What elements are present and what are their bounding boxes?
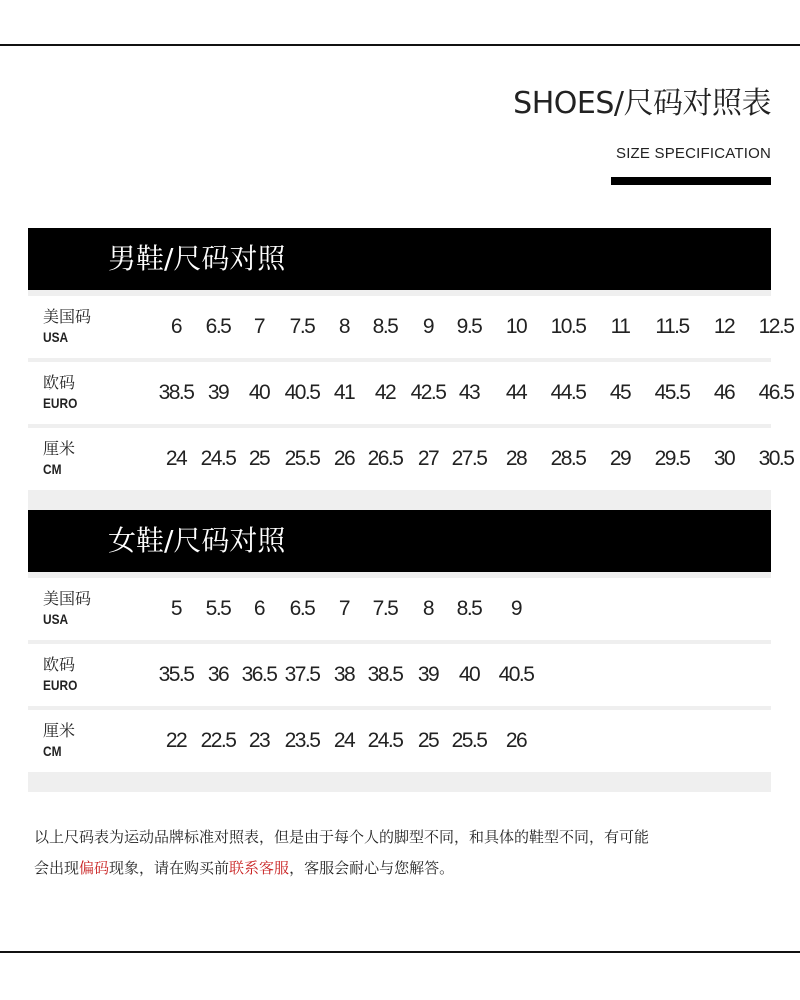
women-table-footer [28, 772, 771, 792]
size-cell: 40 [248, 381, 270, 404]
size-cell: 41 [333, 381, 355, 404]
row-cells [124, 362, 794, 424]
row-label-en: EURO [43, 395, 78, 411]
note-text: 会出现 [34, 859, 80, 877]
size-cell: 46 [713, 381, 735, 404]
row-label [28, 439, 124, 479]
row-label-en: CM [43, 461, 62, 477]
size-cell: 6.5 [205, 315, 231, 338]
row-cells [124, 644, 771, 706]
row-cells [124, 578, 771, 640]
size-cell: 6 [170, 315, 182, 338]
women-row-usa [28, 572, 771, 640]
size-cell: 23.5 [284, 729, 320, 752]
men-size-table [28, 228, 794, 510]
women-row-euro [28, 640, 771, 706]
size-cell: 12 [713, 315, 735, 338]
size-cell: 29.5 [654, 447, 690, 470]
size-cell: 30.5 [758, 447, 794, 470]
men-row-usa [28, 290, 794, 358]
note-highlight-contact-service: 联系客服 [229, 859, 290, 877]
size-cell: 9 [510, 597, 522, 620]
men-table-footer [28, 490, 771, 510]
size-cell: 7 [338, 597, 350, 620]
title-block [513, 86, 771, 162]
row-label [28, 307, 124, 347]
men-row-cm [28, 424, 794, 490]
row-cells [124, 428, 794, 490]
size-cell: 42.5 [410, 381, 446, 404]
size-note [34, 822, 774, 884]
size-cell: 7.5 [372, 597, 398, 620]
size-cell: 38.5 [158, 381, 194, 404]
size-cell: 25 [417, 729, 439, 752]
size-cell: 43 [458, 381, 480, 404]
size-cell: 7.5 [289, 315, 315, 338]
page-title: SHOES/尺码对照表 [513, 86, 771, 121]
size-cell: 22.5 [200, 729, 236, 752]
size-cell: 25.5 [451, 729, 487, 752]
size-cell: 37.5 [284, 663, 320, 686]
note-text: 现象，请在购买前 [109, 859, 230, 877]
size-cell: 36.5 [241, 663, 277, 686]
row-label-en: EURO [43, 677, 78, 693]
row-label-cn: 美国码 [43, 307, 92, 326]
size-cell: 40.5 [284, 381, 320, 404]
size-cell: 5 [170, 597, 182, 620]
row-label [28, 589, 124, 629]
size-cell: 8.5 [372, 315, 398, 338]
size-cell: 25 [248, 447, 270, 470]
row-label-cn: 厘米 [43, 721, 76, 740]
note-highlight-size-deviation: 偏码 [79, 859, 110, 877]
row-label-cn: 美国码 [43, 589, 92, 608]
size-cell: 26 [505, 729, 527, 752]
size-cell: 8 [338, 315, 350, 338]
row-label-en: USA [43, 329, 69, 345]
size-cell: 38.5 [367, 663, 403, 686]
top-divider [0, 44, 800, 46]
note-line-2 [34, 853, 774, 884]
size-cell: 30 [713, 447, 735, 470]
row-label-en: CM [43, 743, 62, 759]
size-cell: 6 [253, 597, 265, 620]
women-row-cm [28, 706, 771, 772]
page-subtitle: SIZE SPECIFICATION [615, 145, 771, 162]
size-cell: 29 [609, 447, 631, 470]
row-label-cn: 欧码 [43, 655, 76, 674]
size-cell: 26.5 [367, 447, 403, 470]
size-cell: 46.5 [758, 381, 794, 404]
size-cell: 6.5 [289, 597, 315, 620]
row-cells [124, 710, 771, 772]
size-cell: 38 [333, 663, 355, 686]
row-label-cn: 欧码 [43, 373, 76, 392]
size-cell: 8 [422, 597, 434, 620]
size-cell: 40 [458, 663, 480, 686]
size-cell: 27 [417, 447, 439, 470]
size-cell: 42 [374, 381, 396, 404]
row-label-en: USA [43, 611, 69, 627]
size-cell: 44 [505, 381, 527, 404]
bottom-divider [0, 951, 800, 953]
size-cell: 23 [248, 729, 270, 752]
size-cell: 8.5 [456, 597, 482, 620]
size-cell: 10 [505, 315, 527, 338]
size-cell: 26 [333, 447, 355, 470]
size-cell: 24.5 [367, 729, 403, 752]
size-cell: 27.5 [451, 447, 487, 470]
note-line-1: 以上尺码表为运动品牌标准对照表，但是由于每个人的脚型不同，和具体的鞋型不同，有可能 [34, 828, 650, 846]
row-label [28, 655, 124, 695]
size-cell: 35.5 [158, 663, 194, 686]
size-cell: 11 [610, 315, 630, 338]
size-cell: 24 [165, 447, 187, 470]
size-cell: 24 [333, 729, 355, 752]
size-cell: 9 [422, 315, 434, 338]
size-cell: 39 [417, 663, 439, 686]
size-cell: 36 [207, 663, 229, 686]
size-cell: 9.5 [456, 315, 482, 338]
title-underline-bar [611, 177, 771, 185]
women-section-header: 女鞋/尺码对照 [28, 510, 771, 572]
size-cell: 44.5 [550, 381, 586, 404]
size-cell: 10.5 [550, 315, 586, 338]
men-section-header: 男鞋/尺码对照 [28, 228, 771, 290]
size-cell: 40.5 [498, 663, 534, 686]
size-cell: 28 [505, 447, 527, 470]
size-cell: 39 [207, 381, 229, 404]
row-cells [124, 296, 794, 358]
size-cell: 7 [253, 315, 265, 338]
size-cell: 22 [165, 729, 187, 752]
note-text: ，客服会耐心与您解答。 [289, 859, 455, 877]
size-cell: 11.5 [655, 315, 689, 338]
size-cell: 28.5 [550, 447, 586, 470]
men-row-euro [28, 358, 794, 424]
row-label-cn: 厘米 [43, 439, 76, 458]
size-cell: 12.5 [758, 315, 794, 338]
size-cell: 25.5 [284, 447, 320, 470]
size-cell: 45 [609, 381, 631, 404]
row-label [28, 721, 124, 761]
women-size-table [28, 510, 771, 792]
row-label [28, 373, 124, 413]
size-cell: 24.5 [200, 447, 236, 470]
size-cell: 45.5 [654, 381, 690, 404]
size-cell: 5.5 [205, 597, 231, 620]
